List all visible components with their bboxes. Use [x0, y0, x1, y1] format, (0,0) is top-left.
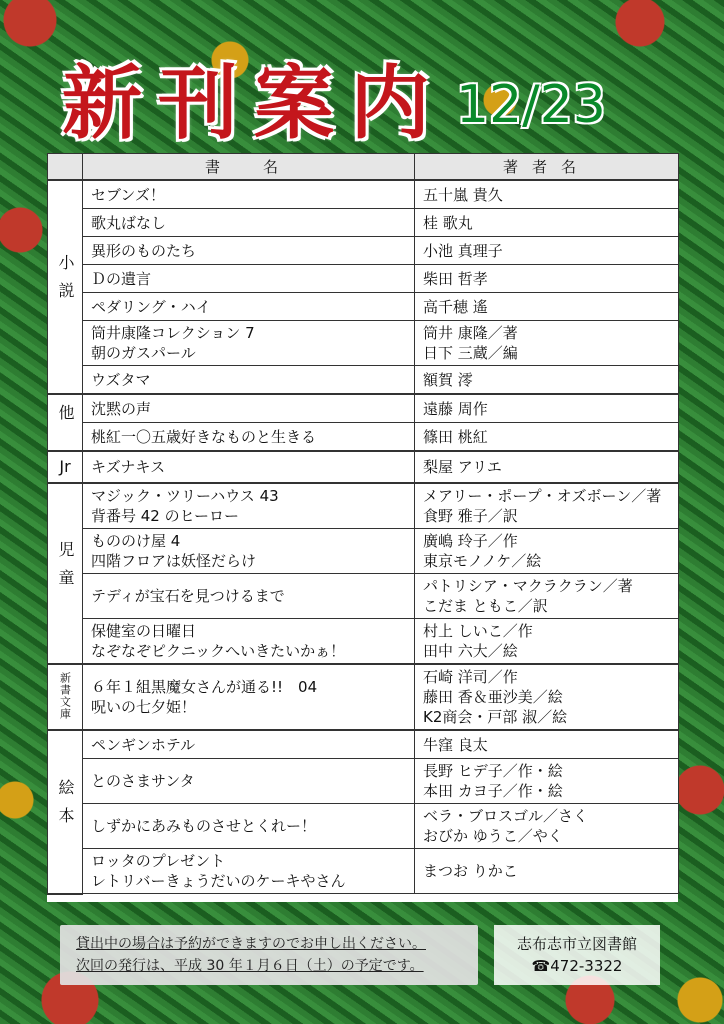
book-author-cell [415, 237, 679, 265]
new-books-table [47, 153, 679, 895]
notice-next-issue: 次回の発行は、平成 30 年１月６日（土）の予定です。 [76, 958, 424, 974]
book-author: 食野 雅子／訳 [423, 507, 518, 525]
book-author: 柴田 哲孝 [423, 269, 488, 288]
book-author-cell [415, 529, 679, 574]
book-title-cell [83, 804, 415, 849]
book-title: レトリバーきょうだいのケーキやさん [91, 872, 346, 890]
library-info [494, 925, 660, 985]
author-column-header: 著者名 [415, 154, 679, 181]
book-title: セブンズ！ [91, 185, 165, 204]
category-label: 他 [56, 403, 75, 432]
book-author-cell [415, 619, 679, 665]
book-author: 村上 しいこ／作 [423, 622, 533, 640]
category-cell [48, 664, 83, 730]
book-author-cell [415, 451, 679, 483]
category-label: 児童 [56, 540, 75, 597]
book-author: 長野 ヒデ子／作・絵 [423, 762, 563, 780]
book-author: 五十嵐 貴久 [423, 185, 503, 204]
book-author-cell [415, 423, 679, 452]
book-title: ロッタのプレゼント [91, 852, 226, 870]
table-row [48, 529, 679, 574]
category-cell [48, 730, 83, 894]
book-author-cell [415, 730, 679, 759]
book-author: 小池 真理子 [423, 241, 503, 260]
book-author: 遠藤 周作 [423, 399, 488, 418]
book-author: 本田 カヨ子／作・絵 [423, 782, 563, 800]
notice-reservation: 貸出中の場合は予約ができますのでお申し出ください。 [76, 936, 426, 952]
title-column-header: 書 名 [83, 154, 415, 181]
category-label: Jr [59, 457, 71, 476]
book-author: 藤田 香＆亜沙美／絵 [423, 688, 563, 706]
category-cell [48, 483, 83, 664]
book-title-cell [83, 423, 415, 452]
table-row [48, 293, 679, 321]
book-author: まつお りかこ [423, 862, 518, 880]
book-author: 石崎 洋司／作 [423, 668, 518, 686]
book-author-cell [415, 804, 679, 849]
category-cell [48, 394, 83, 451]
book-title: ウズタマ [91, 370, 151, 389]
book-title-cell [83, 180, 415, 209]
book-title: とのさまサンタ [91, 772, 195, 790]
table-row [48, 664, 679, 730]
book-author: パトリシア・マクラクラン／著 [423, 577, 633, 595]
book-author-cell [415, 293, 679, 321]
book-title: 呪いの七夕姫！ [91, 698, 197, 716]
table-row [48, 759, 679, 804]
book-title: もののけ屋 4 [91, 532, 181, 550]
book-title-cell [83, 237, 415, 265]
category-label: 絵本 [56, 778, 75, 835]
book-author: ベラ・ブロスゴル／さく [423, 807, 589, 825]
book-title: 異形のものたち [91, 241, 197, 260]
book-author: おびか ゆうこ／やく [423, 827, 563, 845]
book-title: 保健室の日曜日 [91, 622, 197, 640]
book-author-cell [415, 209, 679, 237]
book-title-cell [83, 759, 415, 804]
category-cell [48, 451, 83, 483]
book-author-cell [415, 483, 679, 529]
book-title-cell [83, 394, 415, 423]
category-label: 新書文庫 [58, 671, 72, 720]
book-list-sheet [47, 153, 678, 902]
table-row [48, 804, 679, 849]
book-title-cell [83, 849, 415, 894]
book-title-cell [83, 730, 415, 759]
book-title: Ｄの遺言 [91, 269, 152, 288]
table-row [48, 366, 679, 395]
book-author-cell [415, 394, 679, 423]
book-title-cell [83, 619, 415, 665]
table-row [48, 451, 679, 483]
book-author: 桂 歌丸 [423, 213, 473, 232]
table-row [48, 730, 679, 759]
book-author: メアリー・ポープ・オズボーン／著 [423, 487, 662, 505]
book-title-cell [83, 321, 415, 366]
notice-box [60, 925, 478, 985]
library-name: 志布志市立図書館 [516, 935, 637, 953]
book-title: マジック・ツリーハウス 43 [91, 487, 279, 505]
title-text: 新刊案内 [62, 56, 446, 150]
book-title: ６年１組黒魔女さんが通る!! 04 [91, 678, 318, 696]
book-author: 篠田 桃紅 [423, 427, 488, 446]
page-title [62, 58, 606, 148]
book-title: 朝のガスパール [91, 344, 196, 362]
table-row [48, 394, 679, 423]
book-title: 背番号 42 のヒーロー [91, 507, 240, 525]
table-row [48, 265, 679, 293]
category-cell [48, 180, 83, 394]
book-author: 田中 六大／絵 [423, 642, 518, 660]
book-author-cell [415, 574, 679, 619]
table-row [48, 209, 679, 237]
book-author: 廣嶋 玲子／作 [423, 532, 518, 550]
book-author-cell [415, 180, 679, 209]
book-title: 沈黙の声 [91, 399, 152, 418]
book-author-cell [415, 849, 679, 894]
book-author: 牛窪 良太 [423, 735, 488, 754]
table-row [48, 423, 679, 452]
book-author: こだま ともこ／訳 [423, 597, 548, 615]
book-author: 梨屋 アリエ [423, 458, 502, 476]
book-title-cell [83, 483, 415, 529]
book-author: 日下 三蔵／編 [423, 344, 518, 362]
book-title-cell [83, 209, 415, 237]
table-row [48, 321, 679, 366]
book-author: 高千穂 遙 [423, 297, 488, 316]
book-author: 筒井 康隆／著 [423, 324, 518, 342]
book-author-cell [415, 759, 679, 804]
table-body [48, 180, 679, 894]
book-title: キズナキス [91, 458, 166, 476]
book-title-cell [83, 664, 415, 730]
book-title-cell [83, 529, 415, 574]
library-phone: ☎472-3322 [531, 957, 623, 975]
book-author: 東京モノノケ／絵 [423, 552, 542, 570]
book-title: 筒井康隆コレクション 7 [91, 324, 255, 342]
category-label: 小説 [56, 254, 75, 310]
book-author-cell [415, 265, 679, 293]
book-title-cell [83, 265, 415, 293]
book-title-cell [83, 451, 415, 483]
table-header-row [48, 154, 679, 181]
table-row [48, 483, 679, 529]
book-title: 歌丸ばなし [91, 213, 167, 232]
book-title: ペダリング・ハイ [91, 297, 211, 316]
table-row [48, 180, 679, 209]
book-title: しずかにあみものさせとくれー！ [91, 817, 317, 835]
book-title: なぞなぞピクニックへいきたいかぁ！ [91, 642, 346, 660]
book-title: テディが宝石を見つけるまで [91, 587, 285, 605]
table-row [48, 237, 679, 265]
book-author-cell [415, 664, 679, 730]
issue-date: 12/23 [456, 75, 606, 135]
book-author-cell [415, 321, 679, 366]
book-title: 四階フロアは妖怪だらけ [91, 552, 257, 570]
book-title-cell [83, 574, 415, 619]
book-title: 桃紅一〇五歳好きなものと生きる [91, 427, 317, 446]
book-author: K2商会・戸部 淑／絵 [423, 708, 568, 726]
table-row [48, 574, 679, 619]
category-header [48, 154, 83, 181]
book-title: ペンギンホテル [91, 735, 196, 754]
book-title-cell [83, 293, 415, 321]
table-row [48, 849, 679, 894]
book-title-cell [83, 366, 415, 395]
table-row [48, 619, 679, 665]
book-author-cell [415, 366, 679, 395]
book-author: 額賀 澪 [423, 370, 473, 389]
